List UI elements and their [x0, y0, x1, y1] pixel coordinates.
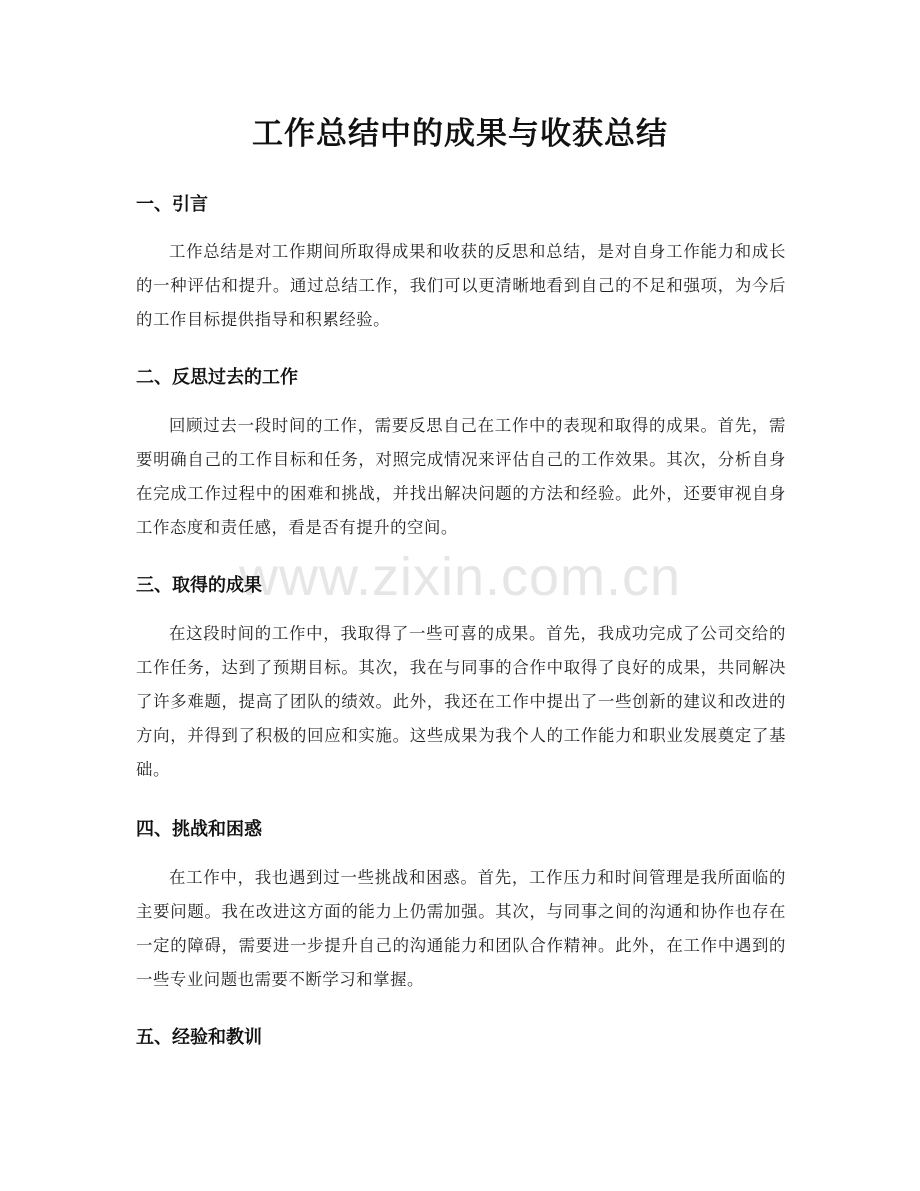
section-paragraph-achievements: 在这段时间的工作中，我取得了一些可喜的成果。首先，我成功完成了公司交给的工作任务，达到了预期目标。其次，我在与同事的合作中取得了良好的成果，共同解决了许多难题，提高了团队的绩效。此外，我还在工作中提出了一些创新的建议和改进的方向，并得到了积极的回应和实施。这些成果为我个人的工作能力和职业发展奠定了基础。 [136, 624, 786, 779]
section-heading-reflection: 二、反思过去的工作 [136, 367, 298, 388]
section-heading-introduction: 一、引言 [136, 194, 208, 215]
section-paragraph-introduction: 工作总结是对工作期间所取得成果和收获的反思和总结，是对自身工作能力和成长的一种评估和提升。通过总结工作，我们可以更清晰地看到自己的不足和强项，为今后的工作目标提供指导和积累经验。 [136, 242, 786, 329]
section-heading-achievements: 三、取得的成果 [136, 575, 262, 596]
watermark: www.zixin.com.cn [238, 547, 682, 607]
section-heading-challenges: 四、挑战和困惑 [136, 819, 262, 840]
section-paragraph-reflection: 回顾过去一段时间的工作，需要反思自己在工作中的表现和取得的成果。首先，需要明确自己的工作目标和任务，对照完成情况来评估自己的工作效果。其次，分析自身在完成工作过程中的困难和挑战，并找出解决问题的方法和经验。此外，还要审视自身工作态度和责任感，看是否有提升的空间。 [136, 416, 786, 537]
section-heading-lessons: 五、经验和教训 [136, 1027, 262, 1048]
section-paragraph-challenges: 在工作中，我也遇到过一些挑战和困惑。首先，工作压力和时间管理是我所面临的主要问题。我在改进这方面的能力上仍需加强。其次，与同事之间的沟通和协作也存在一定的障碍，需要进一步提升自己的沟通能力和团队合作精神。此外，在工作中遇到的一些专业问题也需要不断学习和掌握。 [136, 868, 786, 989]
document-title: 工作总结中的成果与收获总结 [252, 116, 668, 152]
